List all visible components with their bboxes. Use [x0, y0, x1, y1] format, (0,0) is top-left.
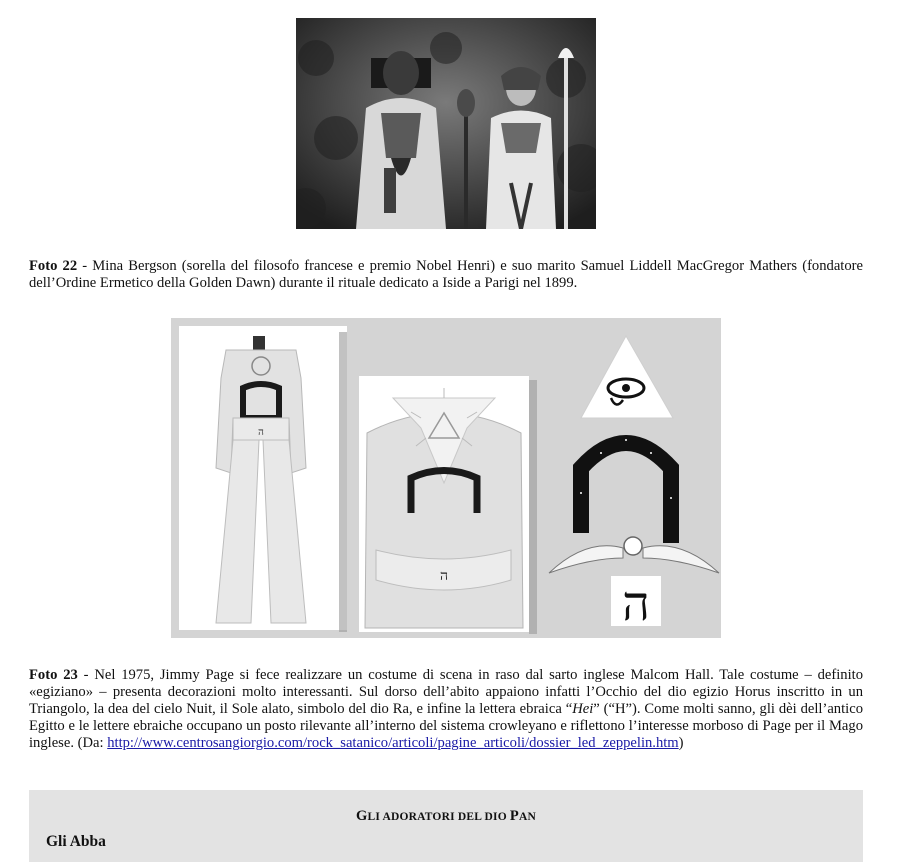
photo23-caption-text-1: - Nel 1975, Jimmy Page si fece realizzare un costume di scena in raso dal sarto inglese Malcom Hall. Tale costume – definito «egiziano» – presenta decorazioni molto interessanti. Sul dorso dell’abito appaiono infatti l’Occhio del dio egizio Horus inscritto in un Triangolo, la dea del cielo Nuit, il Sole alato, simbolo del dio Ra, e infine la lettera ebraica “	[29, 667, 863, 717]
photo23-caption-label: Foto 23	[29, 667, 78, 683]
section-title-li: LI ADORATORI DEL DIO	[367, 811, 510, 823]
section-subtitle: Gli Abba	[46, 833, 106, 850]
section-box	[29, 790, 863, 862]
photo22-caption	[29, 258, 863, 292]
costume-hebrew-letter-small: ה	[258, 427, 264, 438]
photo23-caption-italic: Hei	[572, 701, 594, 717]
photo22-caption-text: - Mina Bergson (sorella del filosofo francese e premio Nobel Henri) e suo marito Samuel Liddell MacGregor Mathers (fondatore dell’Ordine Ermetico della Golden Dawn) durante il rituale dedicato a Iside a Parigi nel 1899.	[29, 258, 863, 291]
photo23-caption-text-2: ” (“H”). Come molti sanno, gli dèi dell’antico Egitto e le lettere ebraiche occupano un posto rilevante all’interno del sistema crowleyano e riflettono l’interesse morboso di Page per il Mago inglese. (Da:	[29, 701, 863, 751]
section-title	[29, 808, 863, 825]
source-link[interactable]: http://www.centrosangiorgio.com/rock_satanico/articoli/pagine_articoli/dossier_led_zeppelin.htm	[107, 735, 679, 751]
section-title-p: P	[509, 808, 519, 824]
photo-mina-bergson-mathers	[296, 18, 596, 229]
photo23-caption	[29, 667, 863, 752]
costume-hebrew-letter-medium: ה	[439, 568, 449, 584]
photo-jimmy-page-costume	[171, 318, 721, 638]
costume-hebrew-letter-large: ה	[622, 576, 650, 632]
photo23-caption-text-3: )	[678, 735, 684, 751]
photo22-caption-label: Foto 22	[29, 258, 78, 274]
section-title-g: G	[355, 808, 368, 824]
section-title-an: AN	[518, 811, 536, 823]
